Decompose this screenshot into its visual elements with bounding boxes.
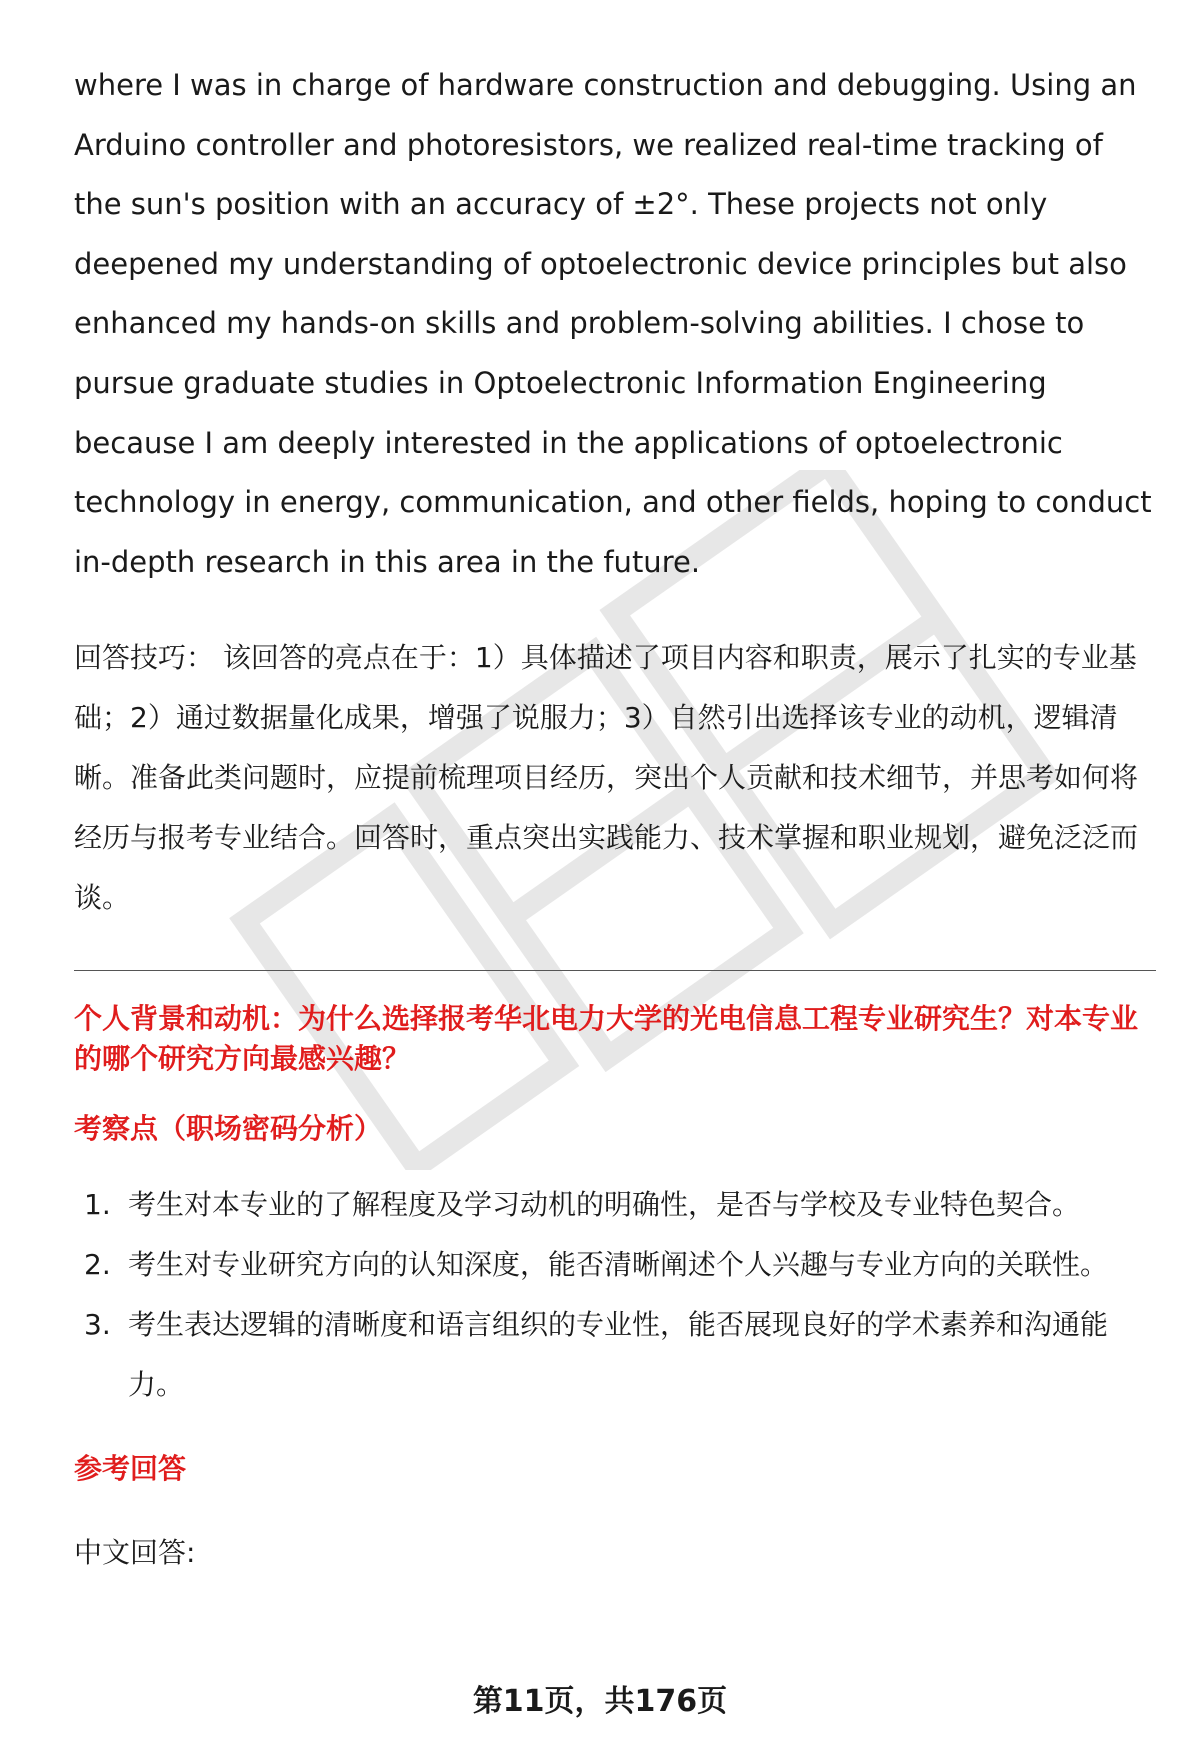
document-page: [74, 56, 1156, 1573]
list-item-number: 2.: [84, 1248, 111, 1282]
list-item-text: 考生对专业研究方向的认知深度，能否清晰阐述个人兴趣与专业方向的关联性。: [128, 1248, 1109, 1282]
assessment-heading: 考察点（职场密码分析）: [74, 1112, 383, 1146]
list-item-text: 考生对本专业的了解程度及学习动机的明确性，是否与学校及专业特色契合。: [128, 1188, 1081, 1222]
english-paragraph: where I was in charge of hardware construction and debugging. Using an Arduino controller and photoresistors, we realized real-time tracking of the sun's position with an accuracy of ±2°. These projects not only deepened my understanding of optoelectronic device principles but also enhanced my hands-on skills and problem-solving abilities. I chose to pursue graduate studies in Optoelectronic Information Engineering because I am deeply interested in the applications of optoelectronic technology in energy, communication, and other fields, hoping to conduct in-depth research in this area in the future.: [74, 68, 1152, 579]
list-item-text: 考生表达逻辑的清晰度和语言组织的专业性，能否展现良好的学术素养和沟通能力。: [128, 1308, 1109, 1402]
list-item: [74, 1295, 1156, 1415]
list-item-number: 3.: [84, 1308, 111, 1342]
list-item-number: 1.: [84, 1188, 111, 1222]
list-item: [74, 1175, 1156, 1235]
question-title: 个人背景和动机：为什么选择报考华北电力大学的光电信息工程专业研究生？对本专业的哪个研究方向最感兴趣？: [74, 1002, 1139, 1076]
assessment-points-list: [74, 1175, 1156, 1415]
reference-answer-heading: 参考回答: [74, 1452, 187, 1486]
answer-tips-paragraph: 回答技巧： 该回答的亮点在于：1）具体描述了项目内容和职责，展示了扎实的专业基础；2）通过数据量化成果，增强了说服力；3）自然引出选择该专业的动机，逻辑清晰。准备此类问题时，应提前梳理项目经历，突出个人贡献和技术细节，并思考如何将经历与报考专业结合。回答时，重点突出实践能力、技术掌握和职业规划，避免泛泛而谈。: [74, 641, 1139, 915]
page-number-footer: 第11页，共176页: [472, 1684, 728, 1719]
list-item: [74, 1235, 1156, 1295]
chinese-answer-label: 中文回答:: [74, 1536, 196, 1570]
section-divider: [74, 970, 1156, 971]
